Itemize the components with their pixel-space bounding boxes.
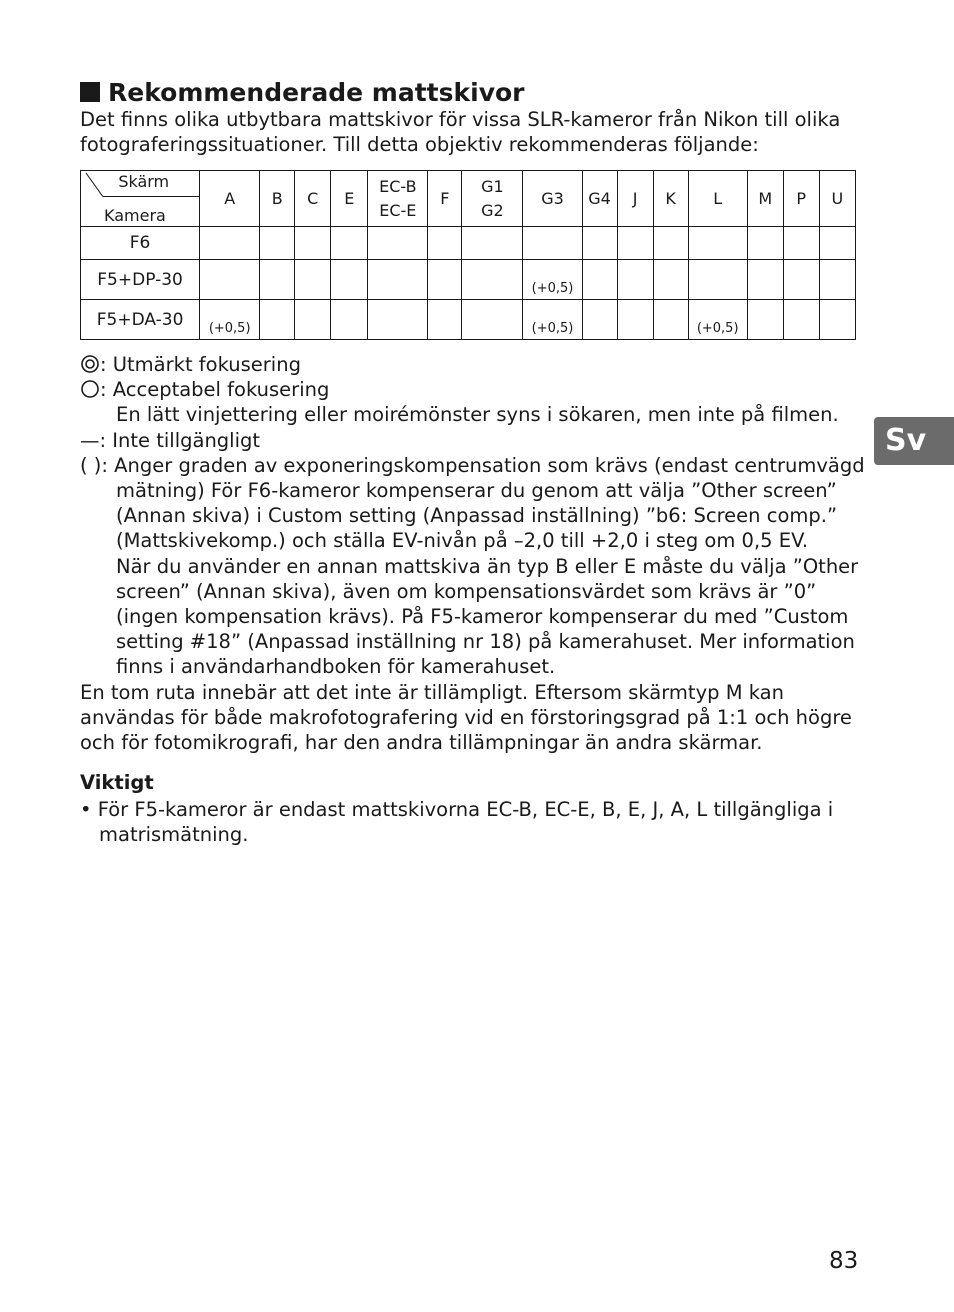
col-header: C bbox=[295, 171, 331, 227]
row-header: F5+DP-30 bbox=[81, 260, 200, 300]
legend-acceptable-note: En lätt vinjettering eller moirémönster syns i sökaren, men inte på filmen. bbox=[116, 403, 839, 427]
paren-symbol: ( ): bbox=[80, 453, 108, 477]
compensation-note: (+0,5) bbox=[531, 281, 574, 296]
compensation-note: (+0,5) bbox=[696, 321, 739, 336]
compensation-note: (+0,5) bbox=[531, 321, 574, 336]
language-tab: Sv bbox=[874, 417, 954, 465]
table-corner-cell bbox=[81, 171, 200, 227]
screen-label: Skärm bbox=[118, 172, 170, 191]
section-heading: Rekommenderade mattskivor bbox=[80, 78, 525, 107]
col-header: A bbox=[200, 171, 260, 227]
legend bbox=[80, 352, 865, 755]
table-cell bbox=[200, 300, 260, 340]
col-header: M bbox=[747, 171, 783, 227]
legend-paren-line: screen” (Annan skiva), även om kompensationsvärdet som krävs är ”0” bbox=[116, 579, 817, 603]
col-header: G3 bbox=[523, 171, 582, 227]
table-cell bbox=[523, 300, 582, 340]
compensation-note: (+0,5) bbox=[208, 321, 251, 336]
closing-line: En tom ruta innebär att det inte är tillämpligt. Eftersom skärmtyp M kan bbox=[80, 680, 784, 704]
legend-paren-line: mätning) För F6-kameror kompenserar du genom att välja ”Other screen” bbox=[116, 479, 837, 503]
col-header: K bbox=[653, 171, 688, 227]
col-header: F bbox=[428, 171, 462, 227]
legend-paren-line: (ingen kompensation krävs). På F5-kameror kompenserar du med ”Custom bbox=[116, 605, 849, 629]
table-row bbox=[81, 260, 856, 300]
table-header-row bbox=[81, 171, 856, 227]
square-bullet-icon bbox=[80, 82, 100, 102]
col-header: B bbox=[260, 171, 295, 227]
table-cell bbox=[688, 300, 747, 340]
intro-line: fotograferingssituationer. Till detta objektiv rekommenderas följande: bbox=[80, 133, 759, 157]
legend-excellent: : Utmärkt fokusering bbox=[80, 352, 865, 377]
important-bullet: • För F5-kameror är endast mattskivorna EC-B, EC-E, B, E, J, A, L tillgängliga i matrismätning. bbox=[80, 798, 834, 847]
col-header: J bbox=[617, 171, 653, 227]
table-cell bbox=[523, 260, 582, 300]
circle-icon bbox=[80, 379, 100, 399]
legend-paren-line: finns i användarhandboken för kamerahuset. bbox=[116, 655, 556, 679]
camera-label: Kamera bbox=[104, 206, 166, 225]
row-header: F5+DA-30 bbox=[81, 300, 200, 340]
legend-paren-line: setting #18” (Anpassad inställning nr 18) på kamerahuset. Mer information bbox=[116, 630, 855, 654]
col-header: G4 bbox=[582, 171, 617, 227]
double-circle-icon bbox=[80, 354, 100, 374]
legend-paren-line: (Annan skiva) i Custom setting (Anpassad inställning) ”b6: Screen comp.” bbox=[116, 504, 838, 528]
focusing-screen-table bbox=[80, 170, 856, 340]
legend-paren-line: (Mattskivekomp.) och ställa EV-nivån på –2,0 till +2,0 i steg om 0,5 EV. bbox=[116, 529, 809, 553]
table-row bbox=[81, 300, 856, 340]
closing-line: och för fotomikrografi, har den andra tillämpningar än andra skärmar. bbox=[80, 731, 763, 755]
row-header: F6 bbox=[81, 227, 200, 260]
col-header: U bbox=[819, 171, 855, 227]
col-header: L bbox=[688, 171, 747, 227]
legend-paren-line: När du använder en annan mattskiva än typ B eller E måste du välja ”Other bbox=[116, 554, 859, 578]
dash-symbol: — bbox=[80, 428, 100, 452]
col-header: E bbox=[331, 171, 368, 227]
col-header: EC-B EC-E bbox=[368, 171, 428, 227]
legend-parentheses: ( ): Anger graden av exponeringskompensation som krävs (endast centrumvägd bbox=[80, 453, 865, 477]
col-header: P bbox=[783, 171, 819, 227]
intro-line: Det finns olika utbytbara mattskivor för vissa SLR-kameror från Nikon till olika bbox=[80, 108, 841, 131]
closing-line: användas för både makrofotografering vid en förstoringsgrad på 1:1 och högre bbox=[80, 705, 852, 729]
page-number: 83 bbox=[829, 1248, 859, 1274]
intro-paragraph bbox=[80, 107, 840, 157]
col-header: G1 G2 bbox=[462, 171, 523, 227]
legend-not-available: —: Inte tillgängligt bbox=[80, 428, 261, 452]
table-row bbox=[81, 227, 856, 260]
important-heading: Viktigt bbox=[80, 771, 154, 794]
legend-acceptable: : Acceptabel fokusering bbox=[80, 377, 865, 402]
